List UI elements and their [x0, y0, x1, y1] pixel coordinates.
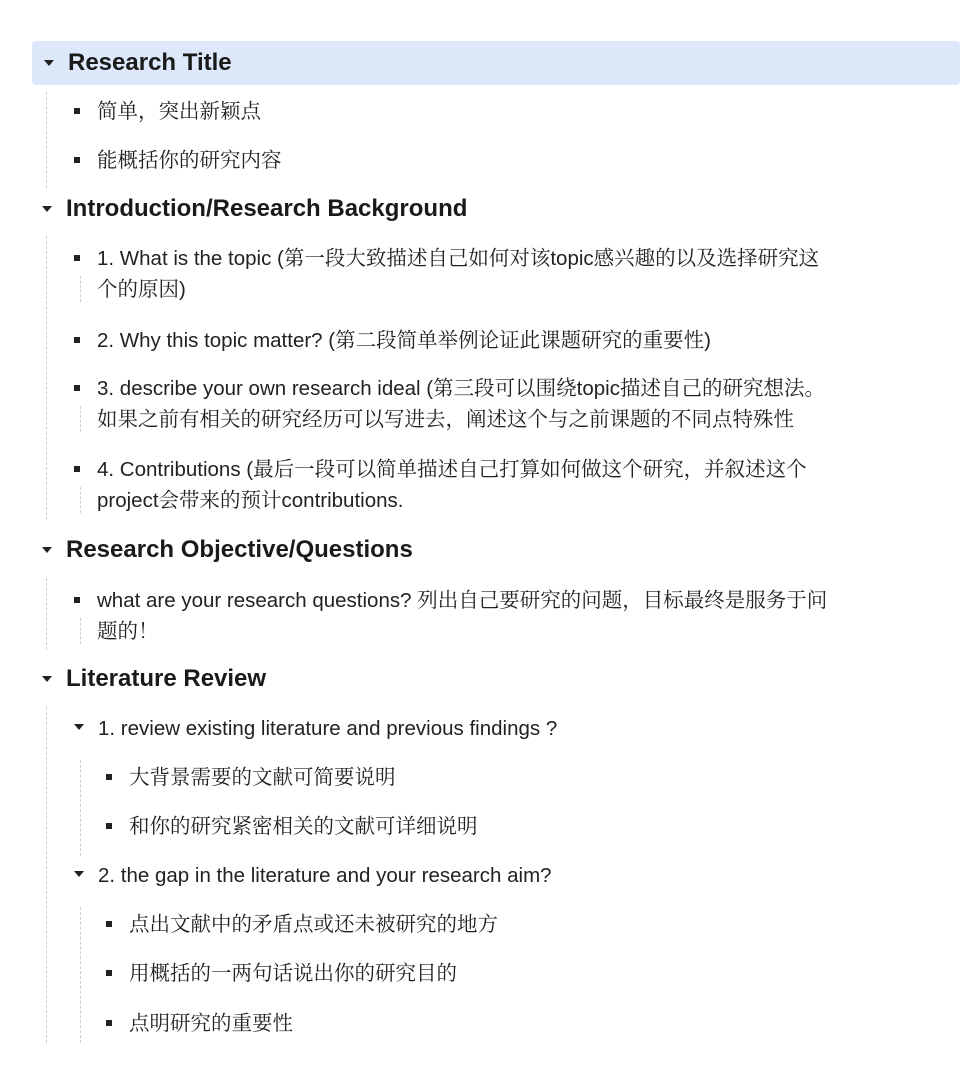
list-item[interactable]: what are your research questions? 列出自己要研究的问题，目标最终是服务于问 题的！ — [74, 585, 827, 647]
section-title: Research Title — [68, 49, 232, 76]
indent-guide — [46, 236, 47, 520]
list-item[interactable]: 4. Contributions (最后一段可以简单描述自己打算如何做这个研究，并叙述这个 project会带来的预计contributions. — [74, 454, 807, 516]
bullet-icon — [74, 157, 80, 163]
subsection-review-literature[interactable]: 1. review existing literature and previous findings ? — [74, 713, 557, 744]
section-research-objective[interactable] — [42, 528, 413, 572]
collapse-caret-icon[interactable] — [74, 724, 84, 730]
section-title: Literature Review — [66, 665, 267, 692]
list-item[interactable]: 3. describe your own research ideal (第三段可以围绕topic描述自己的研究想法。 如果之前有相关的研究经历可以写进去，阐述这个与之前课题的不同点特殊性 — [74, 373, 825, 435]
bullet-icon — [74, 597, 80, 603]
list-item[interactable]: 能概括你的研究内容 — [74, 145, 282, 176]
list-item[interactable]: 2. Why this topic matter? (第二段简单举例论证此课题研究的重要性) — [74, 325, 711, 356]
collapse-caret-icon[interactable] — [42, 547, 52, 553]
bullet-icon — [106, 774, 112, 780]
list-item[interactable]: 简单，突出新颖点 — [74, 96, 261, 127]
wrap-guide — [80, 406, 81, 432]
bullet-icon — [106, 823, 112, 829]
bullet-icon — [74, 255, 80, 261]
list-item[interactable]: 1. What is the topic (第一段大致描述自己如何对该topic感兴趣的以及选择研究这 个的原因) — [74, 243, 819, 305]
bullet-icon — [106, 970, 112, 976]
bullet-icon — [106, 1020, 112, 1026]
indent-guide — [46, 578, 47, 650]
section-introduction[interactable] — [42, 187, 467, 231]
section-title: Introduction/Research Background — [66, 195, 468, 222]
indent-guide — [46, 707, 47, 1043]
list-item[interactable]: 用概括的一两句话说出你的研究目的 — [106, 958, 457, 989]
collapse-caret-icon[interactable] — [42, 676, 52, 682]
bullet-icon — [74, 337, 80, 343]
bullet-icon — [106, 921, 112, 927]
wrap-guide — [80, 487, 81, 513]
list-item[interactable]: 大背景需要的文献可简要说明 — [106, 762, 396, 793]
bullet-icon — [74, 385, 80, 391]
subsection-literature-gap[interactable]: 2. the gap in the literature and your research aim? — [74, 860, 552, 891]
collapse-caret-icon[interactable] — [42, 206, 52, 212]
bullet-icon — [74, 466, 80, 472]
section-literature-review[interactable] — [42, 657, 266, 701]
collapse-caret-icon[interactable] — [44, 60, 54, 66]
bullet-icon — [74, 108, 80, 114]
list-item[interactable]: 点出文献中的矛盾点或还未被研究的地方 — [106, 909, 498, 940]
section-title: Research Objective/Questions — [66, 536, 413, 563]
section-research-title[interactable] — [32, 41, 960, 85]
indent-guide — [80, 907, 81, 1043]
list-item[interactable]: 和你的研究紧密相关的文献可详细说明 — [106, 811, 478, 842]
wrap-guide — [80, 276, 81, 302]
indent-guide — [46, 92, 47, 188]
indent-guide — [80, 760, 81, 856]
collapse-caret-icon[interactable] — [74, 871, 84, 877]
list-item[interactable]: 点明研究的重要性 — [106, 1008, 293, 1039]
wrap-guide — [80, 618, 81, 644]
